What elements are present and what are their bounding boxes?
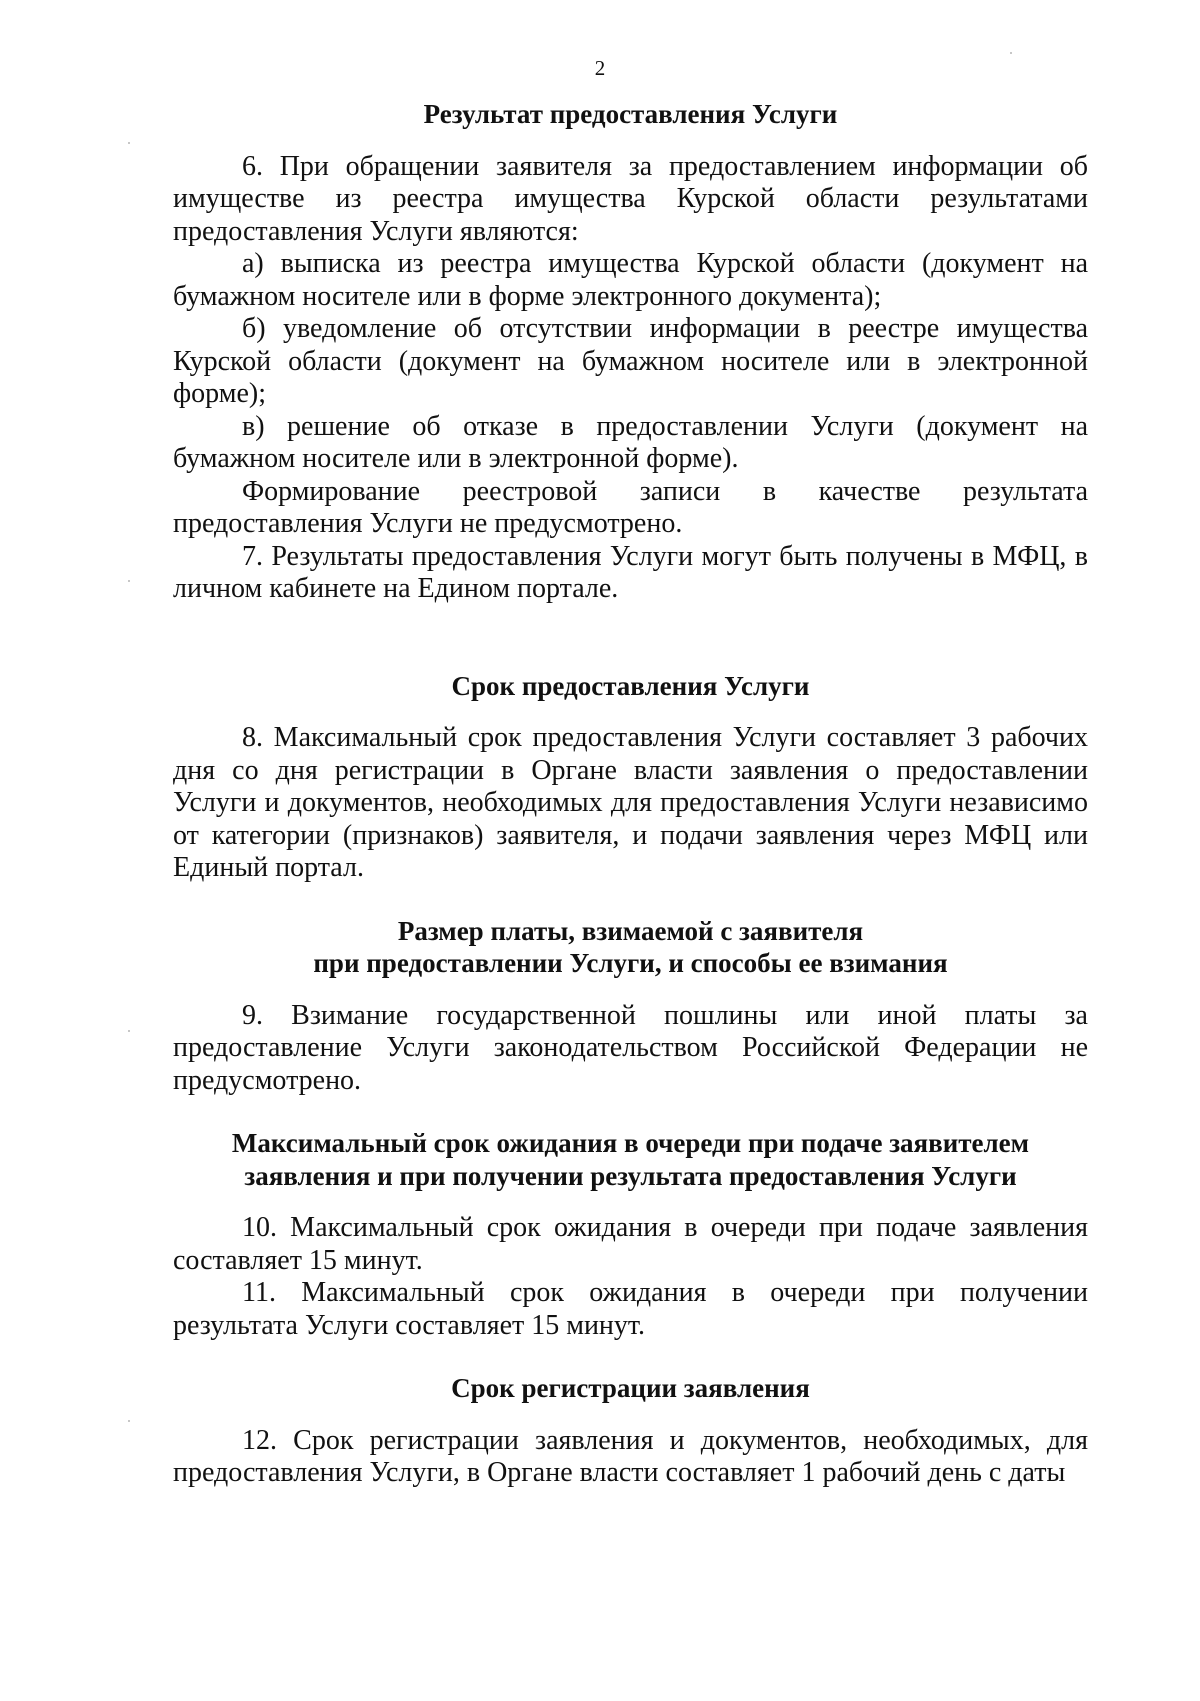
section-heading-queue bbox=[173, 1127, 1088, 1192]
scan-speck bbox=[128, 1420, 130, 1422]
page-number: 2 bbox=[594, 56, 606, 80]
paragraph-12: 12. Срок регистрации заявления и документов, необходимых, для предоставления Услуги, в Органе власти составляет 1 рабочий день с даты bbox=[173, 1424, 1088, 1488]
paragraph-8: 8. Максимальный срок предоставления Услуги составляет 3 рабочих дня со дня регистрации в Органе власти заявления о предоставлении Услуги и документов, необходимых для предоставления Услуги независимо от категории (признаков) заявителя, и подачи заявления через МФЦ или Единый портал. bbox=[173, 722, 1088, 883]
paragraph-6b: б) уведомление об отсутствии информации в реестре имущества Курской области (документ на бумажном носителе или в электронной форме); bbox=[173, 313, 1088, 409]
scan-speck bbox=[128, 580, 130, 582]
paragraph-7: 7. Результаты предоставления Услуги могут быть получены в МФЦ, в личном кабинете на Едином портале. bbox=[173, 540, 1088, 604]
paragraph-6a: а) выписка из реестра имущества Курской области (документ на бумажном носителе или в форме электронного документа); bbox=[173, 248, 1088, 312]
section-heading-term: Срок предоставления Услуги bbox=[451, 670, 810, 701]
paragraph-6v: в) решение об отказе в предоставлении Услуги (документ на бумажном носителе или в электронной форме). bbox=[173, 410, 1088, 474]
section-heading-queue-line-1: Максимальный срок ожидания в очереди при подаче заявителем bbox=[231, 1128, 1030, 1158]
section-heading-registration: Срок регистрации заявления bbox=[451, 1373, 810, 1403]
section-heading-queue-line-2: заявления и при получении результата предоставления Услуги bbox=[244, 1160, 1017, 1191]
paragraph-10: 10. Максимальный срок ожидания в очереди при подаче заявления составляет 15 минут. bbox=[173, 1212, 1088, 1276]
paragraph-11: 11. Максимальный срок ожидания в очереди при получении результата Услуги составляет 15 минут. bbox=[173, 1277, 1088, 1341]
section-heading-fee-line-1: Размер платы, взимаемой с заявителя bbox=[397, 915, 864, 946]
section-heading-fee bbox=[173, 915, 1088, 980]
scan-speck bbox=[1010, 52, 1012, 54]
paragraph-6-note: Формирование реестровой записи в качестве результата предоставления Услуги не предусмотрено. bbox=[173, 475, 1088, 539]
paragraph-9: 9. Взимание государственной пошлины или иной платы за предоставление Услуги законодательством Российской Федерации не предусмотрено. bbox=[173, 999, 1088, 1096]
scan-speck bbox=[128, 142, 130, 144]
paragraph-6: 6. При обращении заявителя за предоставлением информации об имуществе из реестра имущества Курской области результатами предоставления Услуги являются: bbox=[173, 150, 1088, 247]
scan-speck bbox=[128, 1030, 130, 1032]
section-heading-fee-line-2: при предоставлении Услуги, и способы ее взимания bbox=[313, 948, 948, 978]
document-body bbox=[173, 98, 1088, 1490]
section-heading-result: Результат предоставления Услуги bbox=[423, 99, 838, 129]
